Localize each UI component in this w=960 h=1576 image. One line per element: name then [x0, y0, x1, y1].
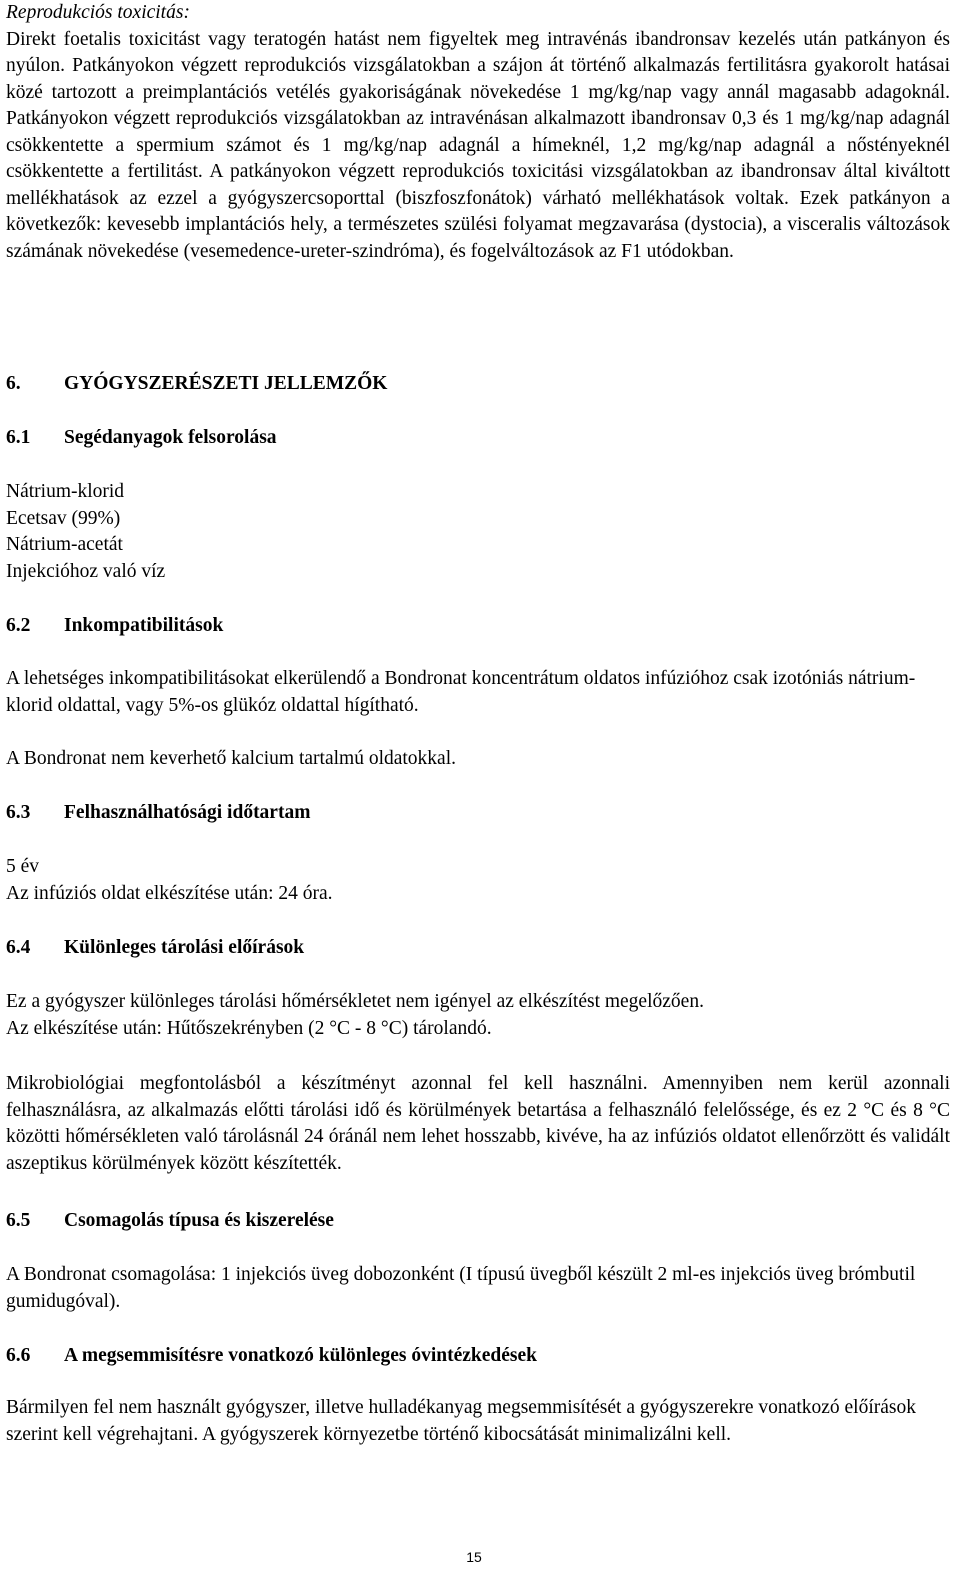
incompatibility-paragraph: A lehetséges inkompatibilitásokat elkerülendő a Bondronat koncentrátum oldatos infúzióhoz csak izotóniás nátrium-klorid oldattal, vagy 5%-os glükóz oldattal hígítható.: [6, 668, 916, 716]
section-6-4-heading: [6, 935, 304, 962]
section-number: 6.5: [6, 1210, 31, 1231]
calcium-note: A Bondronat nem keverhető kalcium tartalmú oldatokkal.: [6, 748, 457, 769]
section-number: 6.4: [6, 937, 31, 958]
section-number: 6.2: [6, 615, 31, 636]
microbiology-paragraph: Mikrobiológiai megfontolásból a készítményt azonnal fel kell használni. Amennyiben nem kerül azonnali felhasználásra, az alkalmazás előtti tárolási idő és körülmények betartása a felhasználó felelőssége, és ez 2 °C és 8 °C közötti hőmérsékleten való tárolásnál 24 óránál nem lehet hosszabb, kivéve, ha az infúziós oldatot ellenőrzött és validált aszeptikus körülmények között készítették.: [6, 1073, 950, 1174]
section-number: 6.: [6, 373, 21, 394]
section-6-6-heading: [6, 1343, 537, 1370]
section-title: Különleges tárolási előírások: [64, 937, 305, 958]
list-item: Nátrium-acetát: [6, 534, 123, 555]
section-title: Segédanyagok felsorolása: [64, 427, 277, 448]
disposal-paragraph: Bármilyen fel nem használt gyógyszer, illetve hulladékanyag megsemmisítését a gyógyszerekre vonatkozó előírások szerint kell végrehajtani. A gyógyszerek környezetbe történő kibocsátását minimalizálni kell.: [6, 1397, 917, 1445]
page-number: 15: [466, 1549, 482, 1565]
packaging-paragraph: A Bondronat csomagolása: 1 injekciós üveg dobozonként (I típusú üvegből készült 2 ml-es injekciós üveg brómbutil gumidugóval).: [6, 1264, 916, 1312]
section-6-1-heading: [6, 425, 277, 452]
section-number: 6.6: [6, 1345, 31, 1366]
repro-paragraph: Direkt foetalis toxicitást vagy teratogén hatást nem figyeltek meg intravénás ibandronsav kezelés után patkányon és nyúlon. Patkányokon végzett reprodukciós vizsgálatokban a szájon át történő alkalmazás fertilitásra gyakorolt hatásai közé tartozott a preimplantációs vetélés gyakoriságának növekedése 1 mg/kg/nap vagy annál magasabb adagoknál. Patkányokon végzett reprodukciós vizsgálatokban az intravénásan alkalmazott ibandronsav 0,3 és 1 mg/kg/nap adagnál csökkentette a spermium számot és 1 mg/kg/nap adagnál a hímeknél, 1,2 mg/kg/nap adagnál a nőstényeknél csökkentette a fertilitást. A patkányokon végzett reprodukciós toxicitási vizsgálatokban az ibandronsav által kiváltott mellékhatások az ezzel a gyógyszercsoporttal (biszfoszfonátok) várható mellékhatások voltak. Ezek patkányon a következők: kevesebb implantációs hely, a természetes szülési folyamat megzavarása (dystocia), a visceralis változások számának növekedése (vesemedence-ureter-szindróma), és fogelváltozások az F1 utódokban.: [6, 28, 950, 262]
section-title: GYÓGYSZERÉSZETI JELLEMZŐK: [64, 373, 388, 394]
storage-line-2: Az elkészítése után: Hűtőszekrényben (2 °C - 8 °C) tárolandó.: [6, 1018, 492, 1039]
section-number: 6.3: [6, 802, 31, 823]
section-title: A megsemmisítésre vonatkozó különleges óvintézkedések: [64, 1345, 538, 1366]
section-6-3-heading: [6, 800, 310, 827]
list-item: Injekcióhoz való víz: [6, 560, 166, 582]
section-number: 6.1: [6, 427, 31, 448]
section-6-2-heading: [6, 613, 223, 640]
list-item: Ecetsav (99%): [6, 507, 121, 529]
section-6-5-heading: [6, 1208, 334, 1235]
repro-title: Reprodukciós toxicitás:: [6, 2, 190, 23]
section-title: Inkompatibilitások: [64, 615, 224, 636]
excipient-list: [6, 479, 950, 585]
shelf-life-reconstituted: Az infúziós oldat elkészítése után: 24 óra.: [6, 883, 333, 904]
section-title: Csomagolás típusa és kiszerelése: [64, 1210, 334, 1231]
section-title: Felhasználhatósági időtartam: [64, 802, 311, 823]
section-6-heading: [6, 371, 387, 398]
list-item: Nátrium-klorid: [6, 481, 125, 502]
storage-line-1: Ez a gyógyszer különleges tárolási hőmérsékletet nem igényel az elkészítést megelőzően.: [6, 991, 704, 1012]
shelf-life-line: 5 év: [6, 856, 40, 877]
